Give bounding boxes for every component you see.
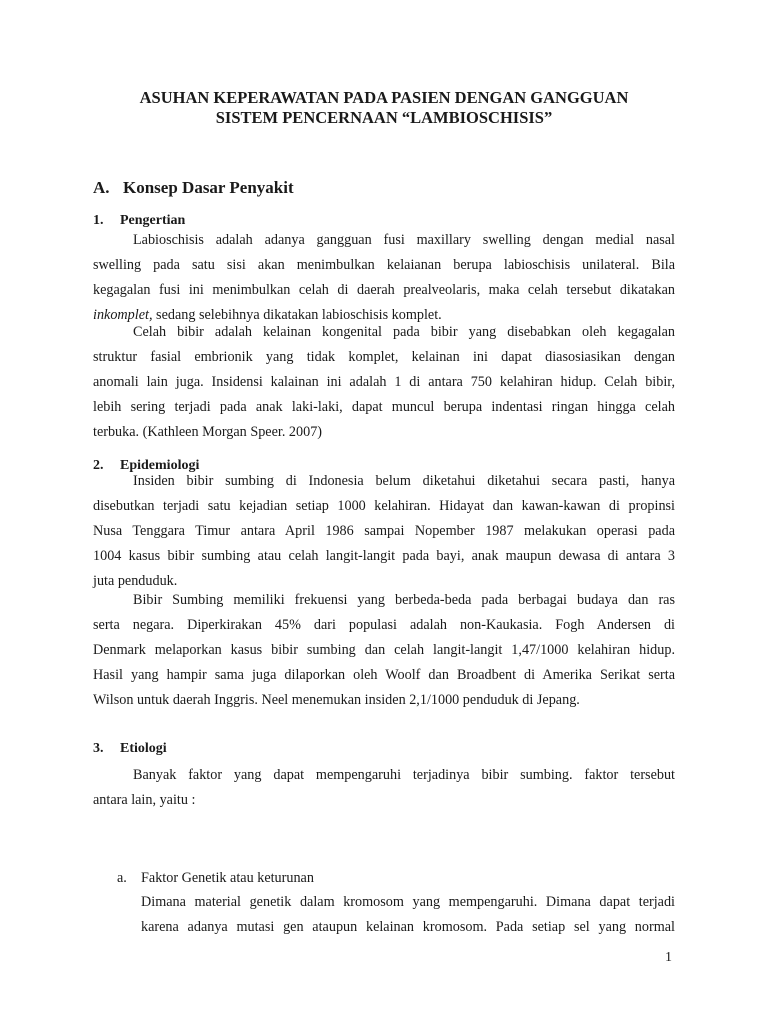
sub3-paragraph-1 [93, 763, 675, 813]
page-number: 1 [665, 950, 672, 965]
sub2-p2-line: Wilson untuk daerah Inggris. Neel menemukan insiden 2,1/1000 penduduk di Jepang. [93, 692, 580, 708]
sub2-paragraph-2 [93, 588, 675, 713]
sub2-p1-line: 1004 kasus bibir sumbing atau celah langit-langit pada bayi, anak maupun dewasa di antara 3 [93, 548, 675, 564]
sub2-p2-line: Hasil yang hampir sama juga dilaporkan oleh Woolf dan Broadbent di Amerika Serikat serta [93, 667, 675, 683]
sub1-p1-line: kegagalan fusi ini menimbulkan celah di daerah prealveolaris, maka celah tersebut dikatakan [93, 282, 675, 298]
sub2-p1-line: Nusa Tenggara Timur antara April 1986 sampai Nopember 1987 melakukan operasi pada [93, 523, 675, 539]
sub2-p1-line: juta penduduk. [93, 573, 178, 589]
sub1-paragraph-2 [93, 320, 675, 445]
section-a-title: Konsep Dasar Penyakit [123, 178, 294, 197]
section-a-number: A. [93, 178, 110, 197]
sub3-title: Etiologi [120, 741, 167, 756]
sub1-p2-line: Celah bibir adalah kelainan kongenital pada bibir yang disebabkan oleh kegagalan [133, 324, 675, 340]
sub3-p1-line: Banyak faktor yang dapat mempengaruhi terjadinya bibir sumbing. faktor tersebut [133, 767, 675, 783]
title-line-2: SISTEM PENCERNAAN “LAMBIOSCHISIS” [215, 108, 553, 127]
title-line-1: ASUHAN KEPERAWATAN PADA PASIEN DENGAN GANGGUAN [139, 88, 629, 107]
sub1-italic-term: inkomplet, [93, 307, 153, 323]
sub2-number: 2. [93, 458, 104, 473]
sub1-p1-rest: sedang selebihnya dikatakan labioschisis komplet. [152, 307, 442, 323]
list-item-a-paragraph [141, 890, 675, 940]
sub1-p2-line: lebih sering terjadi pada anak laki-laki, dapat muncul berupa indentasi ringan hingga celah [93, 399, 675, 415]
sub1-number: 1. [93, 213, 104, 228]
sub2-paragraph-1 [93, 469, 675, 594]
sub3-p1-line: antara lain, yaitu : [93, 792, 196, 808]
list-item-a-label: Faktor Genetik atau keturunan [141, 870, 314, 886]
sub2-p2-line: serta negara. Diperkirakan 45% dari populasi adalah non-Kaukasia. Fogh Andersen di [93, 617, 675, 633]
sub1-p2-line: terbuka. (Kathleen Morgan Speer. 2007) [93, 424, 323, 440]
sub1-title: Pengertian [120, 213, 186, 228]
list-item-a [117, 868, 314, 888]
sub1-paragraph-1 [93, 228, 675, 328]
list-item-a-marker: a. [117, 870, 127, 886]
list-item-a-line: Dimana material genetik dalam kromosom yang mempengaruhi. Dimana dapat terjadi [141, 894, 675, 910]
sub1-p2-line: struktur fasial embrionik yang tidak komplet, kelainan ini dapat diasosiasikan dengan [93, 349, 675, 365]
sub2-p1-line: Insiden bibir sumbing di Indonesia belum diketahui diketahui secara pasti, hanya [133, 473, 675, 489]
sub1-p1-line: Labioschisis adalah adanya gangguan fusi maxillary swelling dengan medial nasal [133, 232, 675, 248]
sub1-p2-line: anomali lain juga. Insidensi kalainan ini adalah 1 di antara 750 kelahiran hidup. Celah bibir, [93, 374, 675, 390]
sub2-p2-line: Bibir Sumbing memiliki frekuensi yang berbeda-beda pada berbagai budaya dan ras [133, 592, 675, 608]
sub2-p2-line: Denmark melaporkan kasus bibir sumbing dan celah langit-langit 1,47/1000 kelahiran hidup. [93, 642, 675, 658]
sub2-title: Epidemiologi [120, 458, 200, 473]
sub1-p1-line: swelling pada satu sisi akan menimbulkan kelaianan berupa labioschisis unilateral. Bila [93, 257, 675, 273]
sub3-number: 3. [93, 741, 104, 756]
section-a-heading [93, 178, 294, 198]
sub2-p1-line: disebutkan terjadi satu kejadian setiap 1000 kelahiran. Hidayat dan kawan-kawan di propinsi [93, 498, 675, 514]
list-item-a-line: karena adanya mutasi gen ataupun kelainan kromosom. Pada setiap sel yang normal [141, 919, 675, 935]
sub3-heading [93, 740, 167, 758]
